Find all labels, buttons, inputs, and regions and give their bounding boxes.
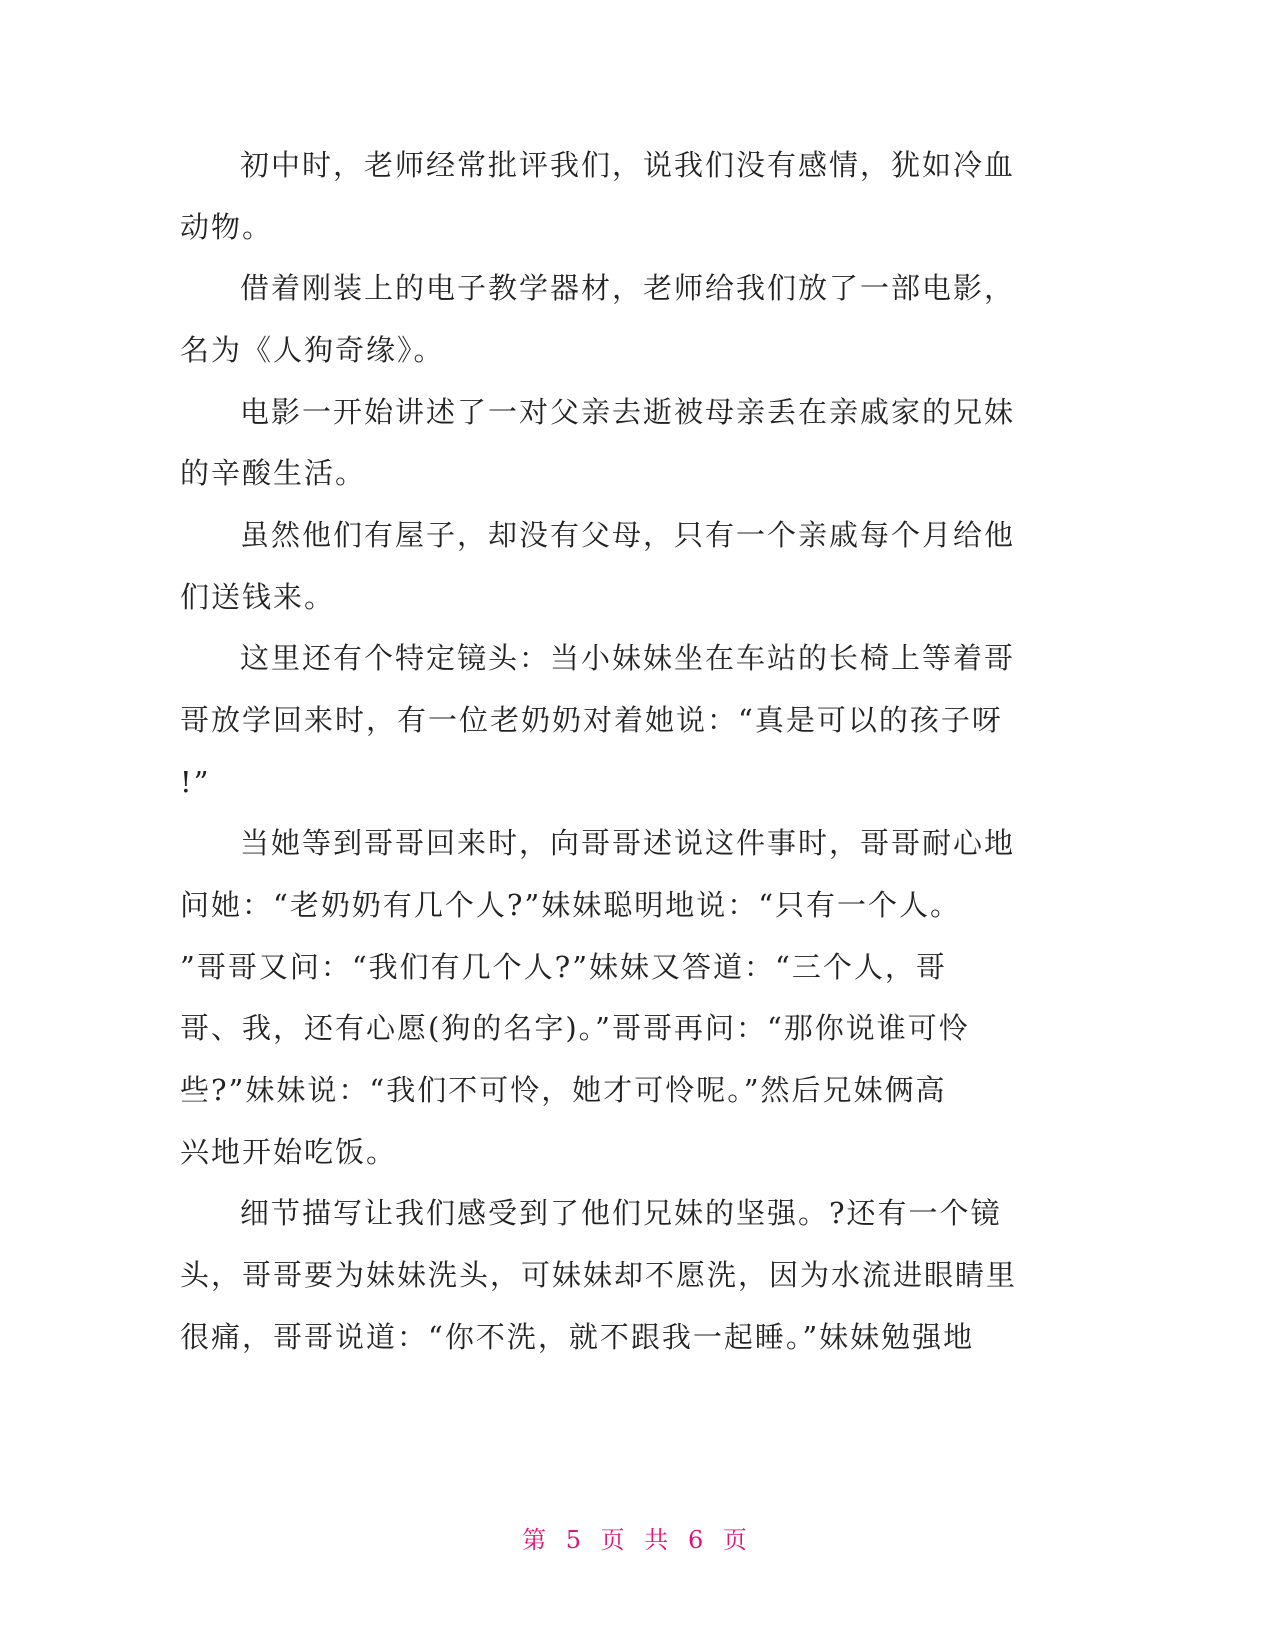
text-line <box>0 330 1275 370</box>
text-line <box>0 947 1275 987</box>
text-line-content: 细节描写让我们感受到了他们兄妹的坚强。?还有一个镜 <box>240 1196 1002 1230</box>
text-line-content: 些?”妹妹说：“我们不可怜，她才可怜呢。”然后兄妹俩高 <box>180 1073 947 1107</box>
text-line-content: 动物。 <box>180 210 274 244</box>
text-line <box>0 577 1275 617</box>
text-line <box>0 638 1275 678</box>
text-line <box>0 1132 1275 1172</box>
text-line-content: 这里还有个特定镜头：当小妹妹坐在车站的长椅上等着哥 <box>240 641 1016 675</box>
text-line <box>0 145 1275 185</box>
text-line <box>0 700 1275 740</box>
text-line-content: 们送钱来。 <box>180 580 336 614</box>
page-number-footer: 第 5 页 共 6 页 <box>522 1526 753 1554</box>
text-line-content: 兴地开始吃饭。 <box>180 1135 398 1169</box>
text-line-content: 哥、我，还有心愿(狗的名字)。”哥哥再问：“那你说谁可怜 <box>180 1011 970 1045</box>
text-line <box>0 823 1275 863</box>
text-line-content: ”哥哥又问：“我们有几个人?”妹妹又答道：“三个人，哥 <box>180 950 947 984</box>
text-line-content: 借着刚装上的电子教学器材，老师给我们放了一部电影， <box>240 271 1016 305</box>
text-line-content: !” <box>180 765 211 799</box>
text-line-content: 头，哥哥要为妹妹洗头，可妹妹却不愿洗，因为水流进眼睛里 <box>180 1258 1018 1292</box>
text-line <box>0 1255 1275 1295</box>
text-line <box>0 1193 1275 1233</box>
text-line-content: 哥放学回来时，有一位老奶奶对着她说：“真是可以的孩子呀 <box>180 703 1003 737</box>
text-line <box>0 207 1275 247</box>
text-line <box>0 453 1275 493</box>
text-line-content: 虽然他们有屋子，却没有父母，只有一个亲戚每个月给他 <box>240 518 1016 552</box>
text-line-content: 初中时，老师经常批评我们，说我们没有感情，犹如冷血 <box>240 148 1016 182</box>
text-line <box>0 1070 1275 1110</box>
text-line <box>0 885 1275 925</box>
text-line <box>0 268 1275 308</box>
text-line-content: 名为《人狗奇缘》。 <box>180 333 445 367</box>
text-line-content: 电影一开始讲述了一对父亲去逝被母亲丢在亲戚家的兄妹 <box>240 395 1016 429</box>
text-line <box>0 1008 1275 1048</box>
text-line <box>0 1317 1275 1357</box>
text-line-content: 的辛酸生活。 <box>180 456 367 490</box>
text-line <box>0 515 1275 555</box>
text-line-content: 问她：“老奶奶有几个人?”妹妹聪明地说：“只有一个人。 <box>180 888 962 922</box>
text-line <box>0 762 1275 802</box>
text-line <box>0 392 1275 432</box>
text-line-content: 很痛，哥哥说道：“你不洗，就不跟我一起睡。”妹妹勉强地 <box>180 1320 975 1354</box>
text-line-content: 当她等到哥哥回来时，向哥哥述说这件事时，哥哥耐心地 <box>240 826 1016 860</box>
